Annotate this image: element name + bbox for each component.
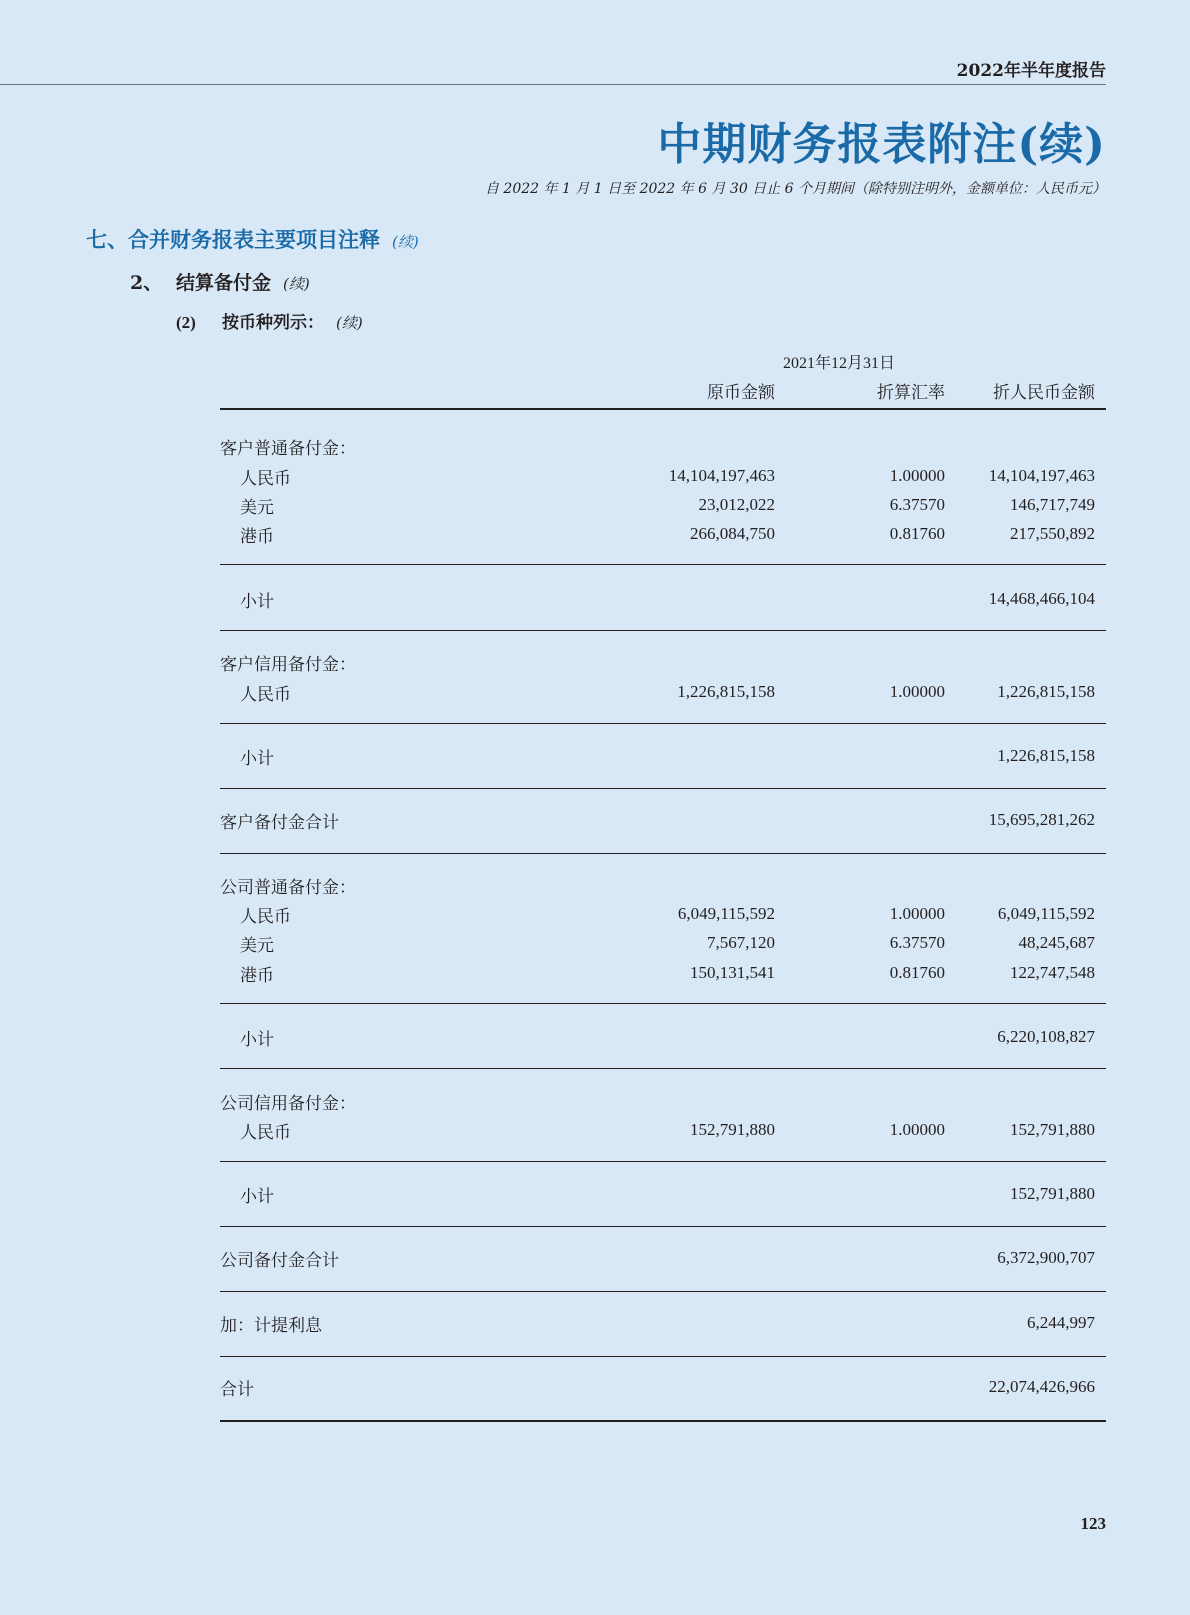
row-divider bbox=[220, 630, 1106, 631]
sub-subsection-cont: (续) bbox=[336, 314, 363, 332]
page-number: 123 bbox=[1080, 1514, 1106, 1533]
rmb-amount-cell: 6,244,997 bbox=[1027, 1313, 1095, 1332]
row-label: 客户备付金合计 bbox=[220, 813, 339, 833]
row-divider bbox=[220, 1161, 1106, 1162]
table-row bbox=[220, 1089, 1106, 1119]
row-divider bbox=[220, 1003, 1106, 1004]
sub-subsection-heading bbox=[176, 308, 363, 333]
rmb-amount-cell: 15,695,281,262 bbox=[988, 810, 1095, 829]
table-row bbox=[220, 680, 1106, 710]
row-label: 公司信用备付金： bbox=[220, 1094, 356, 1114]
row-label: 港币 bbox=[240, 527, 274, 547]
table-row bbox=[220, 434, 1106, 464]
table-row bbox=[220, 522, 1106, 552]
original-amount-cell: 23,012,022 bbox=[698, 495, 775, 514]
rmb-amount-cell: 1,226,815,158 bbox=[997, 746, 1095, 765]
rmb-amount-cell: 14,468,466,104 bbox=[988, 589, 1095, 608]
row-divider bbox=[220, 853, 1106, 854]
exchange-rate-cell: 6.37570 bbox=[889, 933, 945, 952]
row-label: 小计 bbox=[240, 592, 274, 612]
rmb-amount-cell: 122,747,548 bbox=[1010, 963, 1095, 982]
sub-subsection-title: 按币种列示： bbox=[222, 313, 324, 333]
row-divider bbox=[220, 1356, 1106, 1357]
date-header-text: 2021年12月31日 bbox=[783, 355, 896, 372]
rmb-amount-cell: 152,791,880 bbox=[1010, 1120, 1095, 1139]
original-amount-cell: 152,791,880 bbox=[690, 1120, 775, 1139]
exchange-rate-cell: 1.00000 bbox=[889, 904, 945, 923]
rmb-amount-cell: 146,717,749 bbox=[1010, 495, 1095, 514]
row-divider bbox=[220, 1226, 1106, 1227]
row-label: 客户普通备付金： bbox=[220, 439, 356, 459]
exchange-rate-cell: 1.00000 bbox=[889, 1120, 945, 1139]
table-row bbox=[220, 1118, 1106, 1148]
column-header-exchange-rate: 折算汇率 bbox=[877, 383, 945, 403]
table-row bbox=[220, 931, 1106, 961]
rmb-amount-cell: 48,245,687 bbox=[1018, 933, 1095, 952]
report-name: 2022年半年度报告 bbox=[956, 61, 1106, 81]
table-row bbox=[220, 1182, 1106, 1212]
table-row bbox=[220, 464, 1106, 494]
row-divider bbox=[220, 1420, 1106, 1422]
date-header bbox=[220, 350, 1106, 372]
row-divider bbox=[220, 1291, 1106, 1292]
sub-subsection-number: (2) bbox=[176, 313, 196, 332]
rmb-amount-cell: 14,104,197,463 bbox=[988, 466, 1095, 485]
row-label: 美元 bbox=[240, 498, 274, 518]
row-label: 小计 bbox=[240, 1187, 274, 1207]
row-label: 小计 bbox=[240, 749, 274, 769]
page-title: 中期财务报表附注(续) bbox=[657, 119, 1106, 170]
subsection-title: 结算备付金 bbox=[176, 272, 272, 294]
exchange-rate-cell: 1.00000 bbox=[889, 682, 945, 701]
table-row bbox=[220, 1246, 1106, 1276]
exchange-rate-cell: 0.81760 bbox=[889, 524, 945, 543]
exchange-rate-cell: 6.37570 bbox=[889, 495, 945, 514]
row-label: 加：计提利息 bbox=[220, 1316, 322, 1336]
row-label: 公司备付金合计 bbox=[220, 1251, 339, 1271]
rmb-amount-cell: 1,226,815,158 bbox=[997, 682, 1095, 701]
subsection-cont: (续) bbox=[283, 275, 310, 293]
table-row bbox=[220, 1375, 1106, 1405]
period-note: 自 2022 年 1 月 1 日至 2022 年 6 月 30 日止 6 个月期间（除特别注明外，金额单位：人民币元） bbox=[484, 181, 1106, 197]
rmb-amount-cell: 6,049,115,592 bbox=[997, 904, 1095, 923]
column-headers bbox=[220, 378, 1106, 408]
row-label: 客户信用备付金： bbox=[220, 655, 356, 675]
rmb-amount-cell: 152,791,880 bbox=[1010, 1184, 1095, 1203]
row-label: 人民币 bbox=[240, 1123, 291, 1143]
subsection-number: 2、 bbox=[130, 272, 163, 294]
original-amount-cell: 7,567,120 bbox=[707, 933, 775, 952]
exchange-rate-cell: 0.81760 bbox=[889, 963, 945, 982]
rmb-amount-cell: 6,372,900,707 bbox=[997, 1248, 1095, 1267]
original-amount-cell: 1,226,815,158 bbox=[677, 682, 775, 701]
row-divider bbox=[220, 788, 1106, 789]
row-label: 港币 bbox=[240, 966, 274, 986]
column-header-original-amount: 原币金额 bbox=[707, 383, 775, 403]
row-label: 小计 bbox=[240, 1030, 274, 1050]
row-label: 人民币 bbox=[240, 469, 291, 489]
section-cont: (续) bbox=[392, 233, 419, 251]
original-amount-cell: 266,084,750 bbox=[690, 524, 775, 543]
table-row bbox=[220, 1025, 1106, 1055]
section-title-text: 七、合并财务报表主要项目注释 bbox=[86, 227, 380, 252]
rmb-amount-cell: 22,074,426,966 bbox=[988, 1377, 1095, 1396]
row-divider bbox=[220, 564, 1106, 565]
row-label: 人民币 bbox=[240, 907, 291, 927]
subsection-heading bbox=[130, 268, 310, 295]
table-row bbox=[220, 873, 1106, 903]
table-row bbox=[220, 493, 1106, 523]
row-label: 人民币 bbox=[240, 685, 291, 705]
table-row bbox=[220, 808, 1106, 838]
table-row bbox=[220, 961, 1106, 991]
row-label: 美元 bbox=[240, 936, 274, 956]
exchange-rate-cell: 1.00000 bbox=[889, 466, 945, 485]
row-label: 合计 bbox=[220, 1380, 254, 1400]
rmb-amount-cell: 217,550,892 bbox=[1010, 524, 1095, 543]
header-divider bbox=[0, 84, 1106, 85]
row-label: 公司普通备付金： bbox=[220, 878, 356, 898]
table-row bbox=[220, 650, 1106, 680]
original-amount-cell: 14,104,197,463 bbox=[668, 466, 775, 485]
original-amount-cell: 6,049,115,592 bbox=[677, 904, 775, 923]
rmb-amount-cell: 6,220,108,827 bbox=[997, 1027, 1095, 1046]
table-row bbox=[220, 744, 1106, 774]
original-amount-cell: 150,131,541 bbox=[690, 963, 775, 982]
row-divider bbox=[220, 723, 1106, 724]
table-row bbox=[220, 902, 1106, 932]
column-header-rmb-amount: 折人民币金额 bbox=[993, 383, 1095, 403]
row-divider bbox=[220, 1068, 1106, 1069]
section-title bbox=[86, 224, 419, 254]
table-row bbox=[220, 587, 1106, 617]
header-rule bbox=[220, 408, 1106, 410]
table-row bbox=[220, 1311, 1106, 1341]
